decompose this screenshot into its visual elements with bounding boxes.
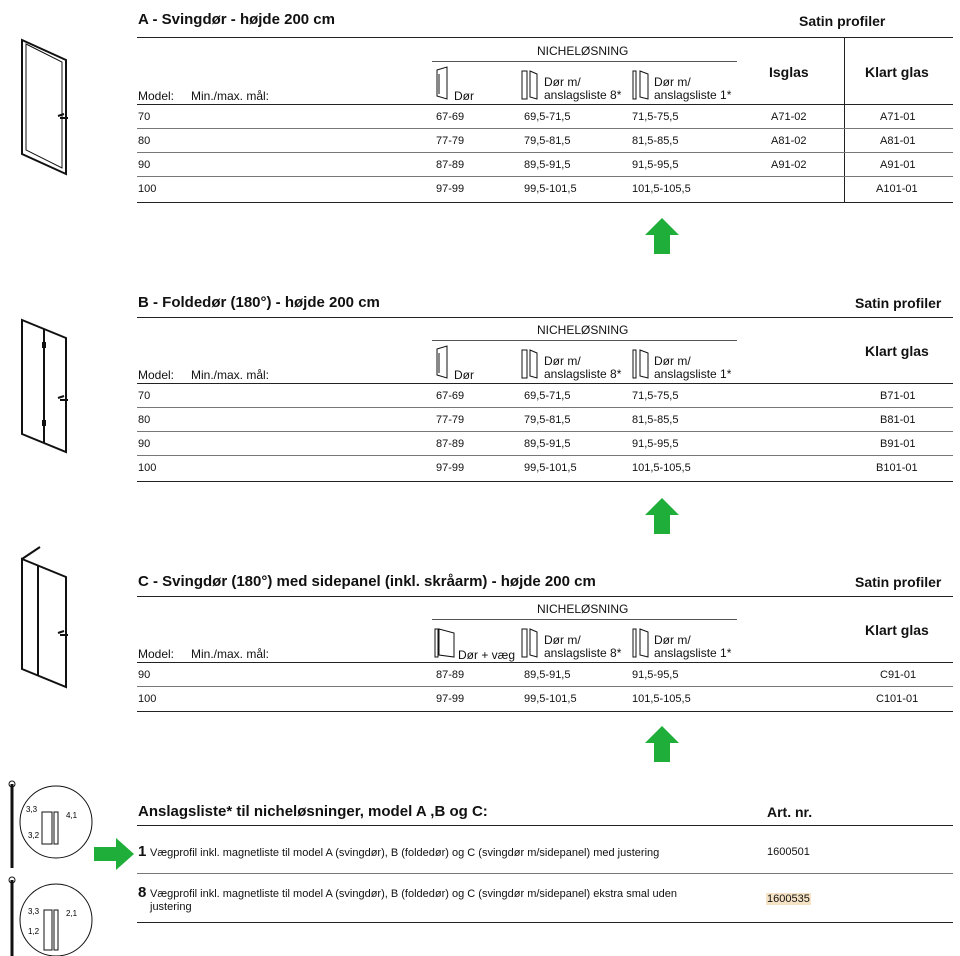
green-right-arrow-icon — [94, 838, 134, 870]
profile-detail-1-icon — [4, 778, 94, 870]
door-anslag1-icon — [632, 628, 650, 658]
door-anslag8-icon — [521, 628, 539, 658]
dim-label: 4,1 — [66, 811, 78, 820]
door-anslag8-icon — [521, 349, 539, 379]
model-header: Model: — [138, 89, 175, 103]
door-anslag1-icon — [632, 349, 650, 379]
minmax-header: Min./max. mål: — [191, 89, 270, 103]
dim-label: 3,2 — [28, 831, 40, 840]
dim-label: 1,2 — [28, 927, 40, 936]
section-a-title: A - Svingdør - højde 200 cm — [138, 11, 335, 28]
door-icon — [436, 345, 450, 379]
swing-door-icon — [16, 36, 76, 178]
door-anslag8-icon — [521, 70, 539, 100]
folding-door-icon — [18, 316, 74, 456]
klart-glas-header: Klart glas — [865, 622, 929, 638]
satin-profiler-label: Satin profiler — [855, 574, 942, 590]
satin-profiler-label: Satin profiler — [799, 13, 886, 29]
nichelosning-header: NICHELØSNING — [537, 44, 629, 58]
highlighted-art-nr: 1600535 — [767, 893, 810, 905]
door-icon — [436, 66, 450, 100]
klart-glas-header: Klart glas — [865, 64, 929, 80]
dim-label: 3,3 — [26, 805, 38, 814]
satin-profiler-label: Satin profiler — [855, 295, 942, 311]
isglas-header: Isglas — [769, 64, 809, 80]
dim-label: 2,1 — [66, 909, 78, 918]
klart-glas-header: Klart glas — [865, 343, 929, 359]
dim-label: 3,3 — [28, 907, 40, 916]
section-b-title: B - Foldedør (180°) - højde 200 cm — [138, 294, 380, 311]
profile-detail-2-icon — [4, 876, 94, 956]
door-anslag1-icon — [632, 70, 650, 100]
section-c-title: C - Svingdør (180°) med sidepanel (inkl. skråarm) - højde 200 cm — [138, 573, 596, 590]
green-up-arrow-icon — [645, 498, 679, 534]
door-wall-icon — [434, 628, 456, 658]
art-nr-header: Art. nr. — [767, 804, 813, 820]
door-sidepanel-icon — [18, 545, 74, 691]
green-up-arrow-icon — [645, 726, 679, 762]
anslagsliste-title: Anslagsliste* til nicheløsninger, model A ,B og C: — [138, 803, 488, 820]
green-up-arrow-icon — [645, 218, 679, 254]
